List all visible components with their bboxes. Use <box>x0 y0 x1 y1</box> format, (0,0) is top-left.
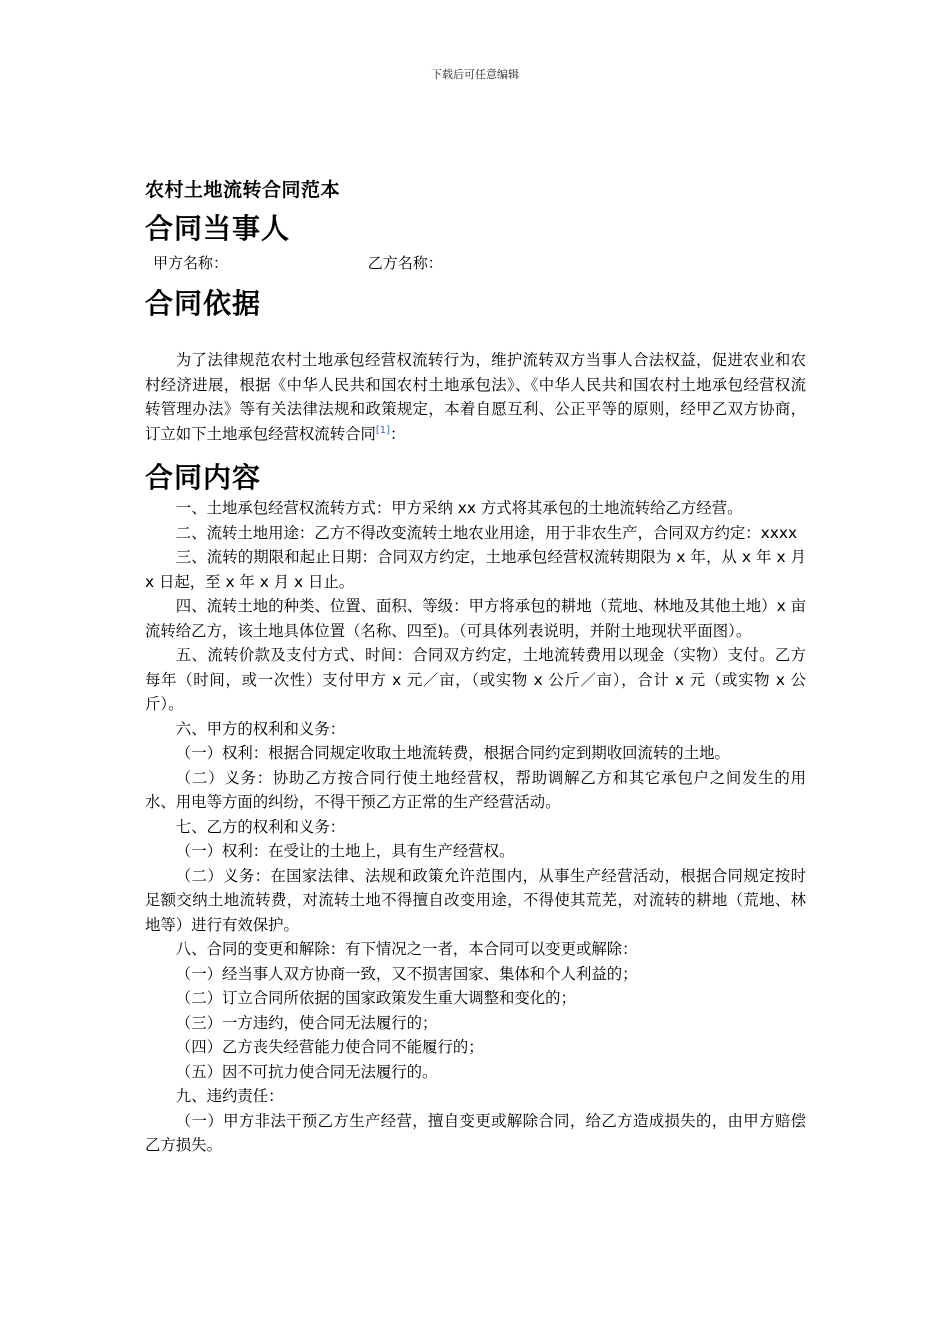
basis-paragraph <box>145 348 806 446</box>
clause-paragraph: 五、流转价款及支付方式、时间：合同双方约定，土地流转费用以现金（实物）支付。乙方每年（时间，或一次性）支付甲方 x 元／亩，（或实物 x 公斤／亩），合计 x 元（或实物 x 公斤）。 <box>145 646 806 713</box>
clause-subitem: （一）甲方非法干预乙方生产经营，擅自变更或解除合同，给乙方造成损失的，由甲方赔偿乙方损失。 <box>145 1111 806 1154</box>
clause-paragraph: 二、流转土地用途：乙方不得改变流转土地农业用途，用于非农生产，合同双方约定：xxxx <box>175 523 798 542</box>
clause-subitem: （一）权利：根据合同规定收取土地流转费，根据合同约定到期收回流转的土地。 <box>175 744 730 762</box>
footnote-ref-link[interactable]: [1] <box>375 424 391 436</box>
heading-content: 合同内容 <box>145 461 262 494</box>
header-note: 下载后可任意编辑 <box>431 68 519 81</box>
party-a-label: 甲方名称： <box>153 254 229 272</box>
clause-paragraph: 八、合同的变更和解除：有下情况之一者，本合同可以变更或解除： <box>175 940 638 958</box>
content-section <box>145 496 806 1158</box>
clause-subitem: （一）经当事人双方协商一致，又不损害国家、集体和个人利益的； <box>175 964 638 983</box>
clause-paragraph: 七、乙方的权利和义务： <box>175 817 346 836</box>
basis-section <box>145 348 806 446</box>
clause-paragraph: 四、流转土地的种类、位置、面积、等级：甲方将承包的耕地（荒地、林地及其他土地）x 亩流转给乙方，该土地具体位置（名称、四至)。（可具体列表说明，并附土地现状平面图）。 <box>145 597 806 640</box>
clause-paragraph: 三、流转的期限和起止日期：合同双方约定，土地承包经营权流转期限为 x 年，从 x 年 x 月 x 日起，至 x 年 x 月 x 日止。 <box>145 548 806 591</box>
clause-paragraph: 一、土地承包经营权流转方式：甲方采纳 xx 方式将其承包的土地流转给乙方经营。 <box>175 499 743 517</box>
clause-paragraph: 六、甲方的权利和义务： <box>175 719 346 738</box>
clause-subitem: （二）义务：协助乙方按合同行使土地经营权，帮助调解乙方和其它承包户之间发生的用水、用电等方面的纠纷，不得干预乙方正常的生产经营活动。 <box>145 768 806 811</box>
clause-paragraph: 九、违约责任： <box>175 1087 284 1105</box>
basis-tail: ： <box>390 424 406 443</box>
clause-subitem: （五）因不可抗力使合同无法履行的。 <box>175 1062 438 1081</box>
basis-text: 为了法律规范农村土地承包经营权流转行为，维护流转双方当事人合法权益，促进农业和农村经济进展，根据《中华人民共和国农村土地承包法》、《中华人民共和国农村土地承包经营权流转管理办法》等有关法律法规和政策规定，本着自愿互利、公正平等的原则，经甲乙双方协商，订立如下土地承包经营权流转合同 <box>145 351 806 443</box>
parties-row <box>153 252 813 273</box>
clause-subitem: （二）订立合同所依据的国家政策发生重大调整和变化的； <box>175 989 576 1007</box>
clause-subitem: （二）义务：在国家法律、法规和政策允许范围内，从事生产经营活动，根据合同规定按时足额交纳土地流转费，对流转土地不得擅自改变用途，不得使其荒芜，对流转的耕地（荒地、林地等）进行有效保护。 <box>145 866 806 934</box>
party-b-label: 乙方名称： <box>367 254 443 272</box>
heading-parties: 合同当事人 <box>145 212 291 245</box>
clause-subitem: （三）一方违约，使合同无法履行的； <box>175 1013 438 1032</box>
document-title: 农村土地流转合同范本 <box>145 179 341 201</box>
heading-basis: 合同依据 <box>145 287 262 320</box>
clause-subitem: （四）乙方丧失经营能力使合同不能履行的； <box>175 1038 484 1056</box>
clause-subitem: （一）权利：在受让的土地上，具有生产经营权。 <box>175 842 515 860</box>
